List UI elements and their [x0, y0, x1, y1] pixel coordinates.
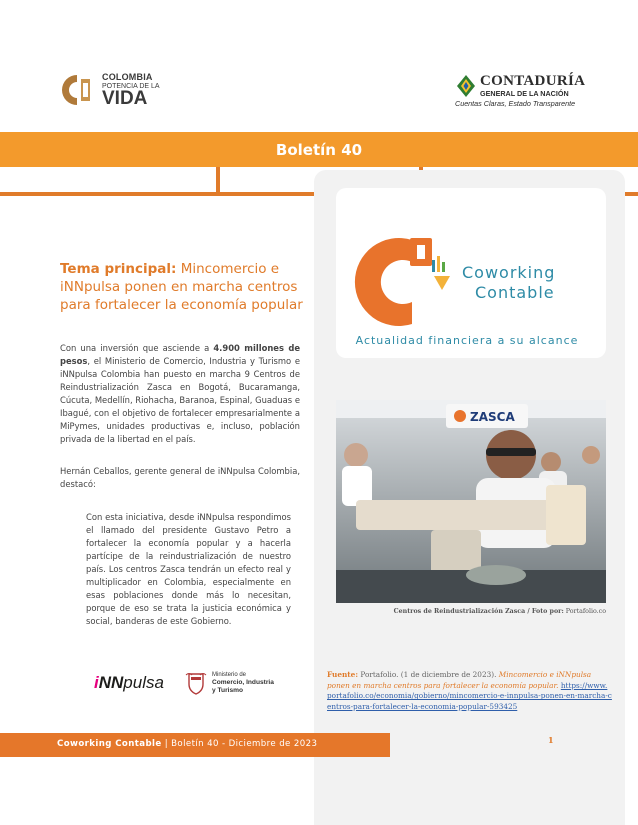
- p1-bold: 4.900 millones de pesos: [60, 343, 301, 367]
- article-paragraph-1: [60, 342, 300, 446]
- colombia-c-icon: [60, 73, 96, 107]
- innpulsa-nn: NN: [98, 673, 124, 692]
- source-title: Mincomercio e iNNpulsa ponen en marcha centros para fortalecer la economía popular.: [327, 670, 592, 690]
- footer-text: [57, 739, 317, 749]
- colombia-logo-line1: COLOMBIA: [102, 71, 153, 82]
- p1-post: , el Ministerio de Comercio, Industria y Turismo e iNNpulsa Colombia han puesto en marcha 9 Centros de Reindustrialización Zasca en Bogotá, Bucaramanga, Cúcuta, Medellín, Riohacha, Baranoa, Espinal, Guaduas e Ibagué, con el objetivo de fortalecer empresarialmente a MiPymes, unidades productivas e, incluso, población privada de la libertad en el país.: [60, 356, 300, 445]
- source-link[interactable]: https://www.portafolio.co/economia/gobierno/mincomercio-e-innpulsa-ponen-en-marcha-centros-para-fortalecer-la-economia-popular-593425: [327, 680, 612, 711]
- colombia-logo-line2: POTENCIA DE LA: [102, 82, 160, 90]
- heading-text: Mincomercio e iNNpulsa ponen en marcha centros para fortalecer la economía popular: [60, 261, 303, 313]
- source-label: Fuente:: [327, 670, 359, 679]
- mincomercio-logo: [185, 671, 295, 697]
- source-text: Portafolio. (1 de diciembre de 2023).: [358, 670, 499, 679]
- photo-caption: [336, 608, 606, 615]
- p1-pre: Con una inversión que asciende a: [60, 343, 214, 353]
- mincomercio-line2: Comercio, Industria: [212, 679, 274, 686]
- article-heading: [60, 261, 310, 315]
- bulletin-title: Boletín 40: [275, 141, 363, 159]
- source-citation: [327, 670, 612, 712]
- heading-label: Tema principal:: [60, 261, 177, 277]
- colombia-potencia-logo: [60, 72, 170, 108]
- coworking-contable-logo-icon: [354, 232, 594, 332]
- innpulsa-i: i: [94, 673, 99, 692]
- innpulsa-logo: [94, 673, 164, 693]
- banner-post: [216, 167, 220, 192]
- photo-caption-source: Portafolio.co: [563, 608, 606, 615]
- photo-sign-text: ZASCA: [470, 410, 515, 424]
- contaduria-logo-line2: GENERAL DE LA NACIÓN: [480, 89, 569, 98]
- contaduria-logo: [455, 72, 585, 112]
- mincomercio-line3: y Turismo: [212, 687, 244, 694]
- article-quote: Con esta iniciativa, desde iNNpulsa respondimos el llamado del presidente Gustavo Petro a fortalecer la economía popular y a hacerla partícipe de la reindustrialización de nuestro país. Los centros Zasca tendrán un efecto real y multiplicador en Colombia, especialmente en esas poblaciones donde más lo necesitan, porque de eso se trata la justicia económica y social, banderas de este Gobierno.: [86, 512, 291, 627]
- photo-caption-bold: Centros de Reindustrialización Zasca / Foto por:: [393, 608, 564, 615]
- bulletin-banner: [0, 132, 638, 167]
- colombia-logo-line3: VIDA: [102, 87, 148, 109]
- page-number: 1: [548, 735, 554, 745]
- article-paragraph-2: Hernán Ceballos, gerente general de iNNpulsa Colombia, destacó:: [60, 466, 300, 490]
- footer-brand: Coworking Contable: [57, 739, 162, 749]
- article-photo: [336, 400, 606, 603]
- brand-tagline: Actualidad financiera a su alcance: [355, 334, 579, 347]
- innpulsa-rest: pulsa: [123, 673, 164, 692]
- contaduria-emblem-icon: [455, 74, 477, 98]
- brand-name-line1: Coworking: [462, 263, 556, 282]
- contaduria-logo-tagline: Cuentas Claras, Estado Transparente: [455, 99, 576, 108]
- mincomercio-line1: Ministerio de: [212, 672, 247, 678]
- footer-rest: | Boletín 40 - Diciembre de 2023: [161, 739, 318, 749]
- footer-bar: [0, 733, 390, 757]
- brand-name-line2: Contable: [475, 283, 555, 302]
- coat-of-arms-icon: [185, 671, 207, 695]
- contaduria-logo-line1: CONTADURÍA: [480, 73, 586, 89]
